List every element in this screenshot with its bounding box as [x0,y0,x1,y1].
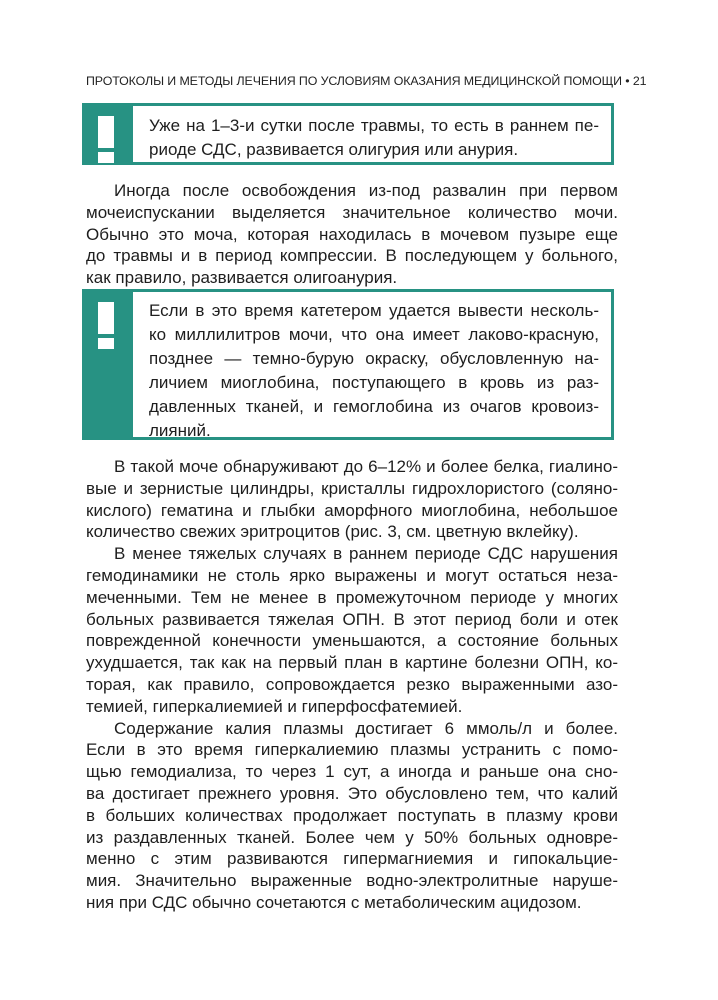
warning-bar [85,106,133,162]
exclamation-icon [96,302,116,352]
text-line: Содержание калия плазмы достигает 6 ммоль/л и более. [114,718,618,738]
text-line: в больших количествах продолжает поступать в плазму крови [86,805,618,825]
warning-bar [85,292,133,437]
text-line: щью гемодиализа, то через 1 сут, а иногда и раньше она сно- [86,762,618,782]
paragraph-1 [86,180,618,289]
text-line: поврежденной конечности уменьшаются, а состояние больных [86,631,618,651]
text-line: кислого) гематина и глыбки аморфного миоглобина, небольшое [86,500,618,520]
text-line: как правило, развивается олигоанурия. [86,268,398,288]
text-line: мия. Значительно выраженные водно-электролитные наруше- [86,871,618,891]
text-line: меченными. Тем не менее в промежуточном периоде у многих [86,587,618,607]
text-line: больных развивается тяжелая ОПН. В этот период боли и отек [86,609,618,629]
warning-text-1 [149,106,599,162]
text-line: менно с этим развиваются гипермагниемия и гипокальцие- [86,849,618,869]
warning-box-2 [82,289,614,440]
text-line: лияний. [149,421,211,440]
text-line: В менее тяжелых случаях в раннем периоде СДС нарушения [114,544,618,564]
warning-box-1 [82,103,614,165]
text-line: темией, гиперкалиемией и гиперфосфатемией. [86,696,463,716]
text-line: Если в это время катетером удается вывести несколь- [149,301,599,320]
text-line: ва достигает прежнего уровня. Это обусловлено тем, что калий [86,783,618,803]
text-line: количество свежих эритроцитов (рис. 3, см. цветную вклейку). [86,522,579,542]
text-line: В такой моче обнаруживают до 6–12% и более белка, гиалино- [114,457,618,476]
text-line: Уже на 1–3-и сутки после травмы, то есть в раннем пе- [149,116,599,135]
text-line: из раздавленных тканей. Более чем у 50% больных одновре- [86,827,618,847]
text-line: давленных тканей, и гемоглобина из очагов кровоиз- [149,397,599,416]
warning-text-2 [149,292,599,443]
text-line: торая, как правило, сопровождается резко выраженными азо- [86,674,618,694]
main-text [86,456,618,914]
running-head: ПРОТОКОЛЫ И МЕТОДЫ ЛЕЧЕНИЯ ПО УСЛОВИЯМ ОКАЗАНИЯ МЕДИЦИНСКОЙ ПОМОЩИ • 21 [86,74,647,88]
exclamation-icon [96,116,116,166]
text-line: риоде СДС, развивается олигурия или анурия. [149,140,519,159]
text-line: гемодинамики не столь ярко выражены и могут остаться неза- [86,565,618,585]
text-line: вые и зернистые цилиндры, кристаллы гидрохлористого (соляно- [86,478,618,498]
text-line: Если в это время гиперкалиемию плазмы устранить с помо- [86,740,618,760]
text-line: ухудшается, так как на первый план в картине болезни ОПН, ко- [86,653,618,673]
text-line: Иногда после освобождения из-под развалин при первом [114,181,618,200]
text-line: ко миллилитров мочи, что она имеет лаково-красную, [149,325,599,344]
text-line: Обычно это моча, которая находилась в мочевом пузыре еще [86,224,618,244]
text-line: личием миоглобина, поступающего в кровь из раз- [149,373,599,392]
text-line: позднее — темно-бурую окраску, обусловленную на- [149,349,599,368]
text-line: до травмы и в период компрессии. В последующем у больного, [86,246,618,266]
text-line: ния при СДС обычно сочетаются с метаболическим ацидозом. [86,892,582,912]
text-line: мочеиспускании выделяется значительное количество мочи. [86,202,618,222]
